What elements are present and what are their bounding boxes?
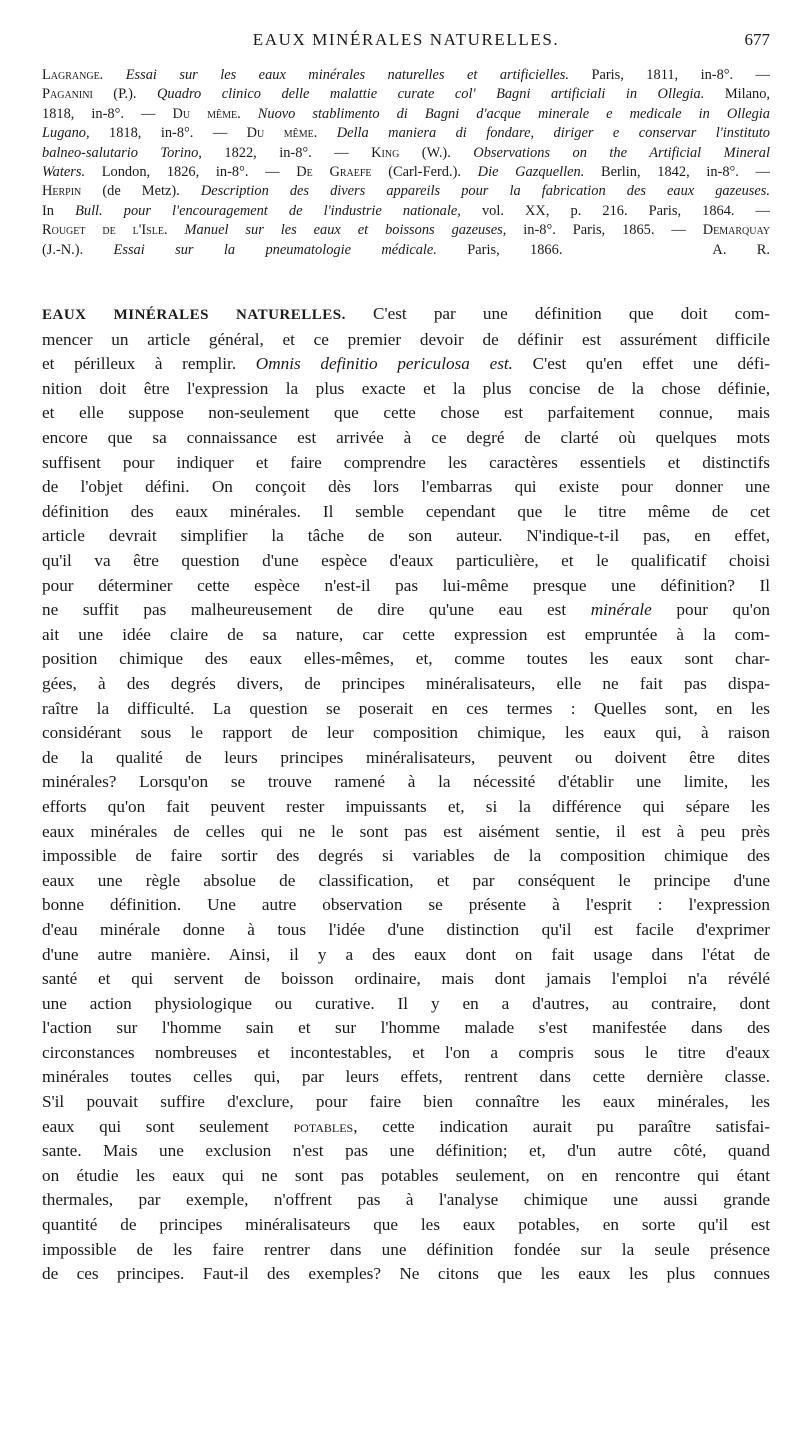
small-caps-text: potables: [293, 1116, 354, 1136]
article-line: [42, 377, 770, 402]
text-run: de la qualité de leurs principes minéralisateurs, peuvent ou doivent être dites: [42, 747, 770, 767]
text-run: (W.).: [399, 144, 474, 161]
author-signature: A. R.: [712, 241, 770, 258]
article-line: [42, 1164, 770, 1189]
italic-text: Description des divers appareils pour la fabrication des eaux gazeuses.: [200, 183, 770, 200]
article-line: [42, 893, 770, 918]
article-line: [42, 623, 770, 648]
text-run: pour qu'on: [651, 600, 770, 620]
text-run: in-8°. Paris, 1865. —: [506, 222, 703, 239]
text-run: impossible de faire sortir des degrés si variables de la composition chimique des: [42, 846, 770, 866]
text-run: Paris, 1811, in-8°. —: [569, 67, 770, 83]
article-line: [42, 328, 770, 353]
small-caps-text: Rouget de l'Isle.: [42, 222, 168, 239]
bibliography-line: [42, 241, 770, 260]
bibliography-line: [42, 144, 770, 163]
bibliography-line: [42, 124, 770, 143]
italic-text: Observations on the Artificial Mineral: [473, 144, 770, 161]
article-line: [42, 401, 770, 426]
article-line: [42, 1065, 770, 1090]
text-run: gées, à des degrés divers, de principes minéralisateurs, elle ne fait pas dispa-: [42, 673, 770, 693]
text-run: S'il pouvait suffire d'exclure, pour faire bien connaître les eaux minérales, les: [42, 1092, 770, 1112]
bibliography-line: [42, 163, 770, 182]
article-line: [42, 1262, 770, 1287]
text-run: considérant sous le rapport de leur composition chimique, les eaux qui, à raison: [42, 723, 770, 743]
text-run: [168, 222, 185, 238]
article-line: [42, 574, 770, 599]
italic-text: Waters.: [42, 164, 86, 181]
text-run: 1822, in-8°. —: [201, 144, 372, 161]
small-caps-text: Du même.: [246, 125, 318, 142]
article-line: [42, 1238, 770, 1263]
italic-text: Della maniera di fondare, diriger e conservar l'instituto: [336, 125, 770, 142]
bibliography-line: [42, 66, 770, 85]
text-run: et périlleux à remplir.: [42, 354, 256, 374]
bibliography-line: [42, 85, 770, 104]
text-run: de ces principes. Faut-il des exemples? Ne citons que les eaux les plus connues: [42, 1264, 770, 1284]
article-line: [42, 967, 770, 992]
text-run: (de Metz).: [81, 183, 201, 200]
small-caps-text: Du même.: [172, 105, 241, 122]
italic-text: Essai sur la pneumatologie médicale.: [113, 241, 437, 258]
text-run: minérales? Lorsqu'on se trouve ramené à la nécessité d'établir une limite, les: [42, 772, 770, 792]
text-run: d'une autre manière. Ainsi, il y a des eaux dont on fait usage dans l'état de: [42, 944, 770, 964]
article-line: [42, 1016, 770, 1041]
text-run: 1818, in-8°. —: [89, 125, 247, 142]
text-run: 1818, in-8°. —: [42, 105, 173, 122]
article-line: [42, 795, 770, 820]
article-line: [42, 524, 770, 549]
article-line: [42, 1188, 770, 1213]
text-run: minérales toutes celles qui, par leurs effets, rentrent dans cette dernière classe.: [42, 1067, 770, 1087]
article-line: [42, 549, 770, 574]
article-line: [42, 770, 770, 795]
text-run: ait une idée claire de sa nature, car cette expression est empruntée à la com-: [42, 624, 770, 644]
bibliography-block: [42, 66, 770, 260]
bibliography-line: [42, 105, 770, 124]
article-line: [42, 992, 770, 1017]
bibliography-line: [42, 221, 770, 240]
italic-text: Lugano,: [42, 125, 90, 142]
text-run: pour déterminer cette espèce n'est-il pas lui-même presque une définition? Il: [42, 575, 770, 595]
article-line: [42, 721, 770, 746]
italic-text: balneo-salutario Torino,: [42, 144, 202, 161]
text-run: de l'objet défini. On conçoit dès lors l'embarras qui existe pour donner une: [42, 477, 770, 497]
running-head: [42, 30, 770, 60]
small-caps-text: Lagrange.: [42, 67, 104, 83]
text-run: eaux qui sont seulement: [42, 1116, 294, 1136]
text-run: London, 1826, in-8°. —: [85, 164, 297, 181]
text-run: [317, 125, 336, 141]
text-run: efforts qu'on fait peuvent rester impuissants et, si la différence qui sépare les: [42, 796, 770, 816]
italic-text: Nuovo stablimento di Bagni d'acque minerale e medicale in Ollegia: [257, 105, 770, 122]
article-line: [42, 1090, 770, 1115]
text-run: d'eau minérale donne à tous l'idée d'une distinction qu'il est facile d'exprimer: [42, 919, 770, 939]
italic-text: Manuel sur les eaux et boissons gazeuses,: [184, 222, 507, 239]
article-line: [42, 844, 770, 869]
article-line: [42, 500, 770, 525]
text-run: article devrait simplifier la tâche de son auteur. N'indique-t-il pas, en effet,: [42, 526, 770, 546]
running-title: EAUX MINÉRALES NATURELLES.: [252, 30, 560, 49]
text-run: on étudie les eaux qui ne sont pas potables seulement, on en rencontre qui étant: [42, 1165, 770, 1185]
small-caps-text: Demarquay: [702, 222, 770, 239]
article-line: [42, 746, 770, 771]
text-run: sante. Mais une exclusion n'est pas une définition; et, d'un autre côté, quand: [42, 1141, 770, 1161]
article-line: [42, 1115, 770, 1140]
article-line: [42, 943, 770, 968]
text-run: quantité de principes minéralisateurs que les eaux potables, en sorte qu'il est: [42, 1215, 770, 1235]
small-caps-text: Herpin: [42, 183, 82, 200]
text-run: bonne définition. Une autre observation se présente à l'esprit : l'expression: [42, 895, 770, 915]
small-caps-text: Paganini: [42, 86, 93, 103]
text-run: [241, 106, 258, 122]
article-headword: EAUX MINÉRALES NATURELLES.: [42, 307, 346, 324]
article-line: [42, 672, 770, 697]
small-caps-text: De Graefe: [296, 164, 372, 181]
article-line: [42, 1213, 770, 1238]
italic-text: minérale: [590, 600, 652, 620]
text-run: vol. XX, p. 216. Paris, 1864. —: [460, 202, 770, 219]
text-run: raître la difficulté. La question se poserait en ces termes : Quelles sont, en les: [42, 698, 770, 718]
article-line: [42, 1139, 770, 1164]
text-run: une action physiologique ou curative. Il y en a d'autres, au contraire, dont: [42, 993, 770, 1013]
page-number: 677: [744, 30, 770, 49]
book-page: [42, 0, 770, 1287]
text-run: et elle suppose non-seulement que cette chose est parfaitement connue, mais: [42, 403, 770, 423]
article-line: [42, 697, 770, 722]
text-run: C'est par une définition que doit com-: [345, 304, 770, 324]
article-line: [42, 869, 770, 894]
bibliography-line: [42, 202, 770, 221]
article-line: [42, 426, 770, 451]
article-line: [42, 820, 770, 845]
text-run: eaux minérales de celles qui ne le sont pas est aisément sentie, il est à peu près: [42, 821, 770, 841]
small-caps-text: King: [371, 144, 400, 161]
article-line: [42, 918, 770, 943]
text-run: circonstances nombreuses et incontestables, et l'on a compris sous le titre d'eaux: [42, 1042, 770, 1062]
article-line: [42, 475, 770, 500]
italic-text: Bull. pour l'encouragement de l'industrie nationale,: [75, 202, 461, 219]
text-run: santé et qui servent de boisson ordinaire, mais dont jamais l'emploi n'a révélé: [42, 969, 770, 989]
italic-text: Essai sur les eaux minérales naturelles et artificielles.: [103, 67, 569, 83]
text-run: (Carl-Ferd.).: [371, 164, 478, 181]
text-run: eaux une règle absolue de classification, et par conséquent le principe d'une: [42, 870, 770, 890]
text-run: position chimique des eaux elles-mêmes, et, comme toutes les eaux sont char-: [42, 649, 770, 669]
text-run: l'action sur l'homme sain et sur l'homme malade s'est manifestée dans des: [42, 1018, 770, 1038]
text-run: Milano,: [704, 86, 770, 103]
text-run: C'est qu'en effet une défi-: [512, 354, 770, 374]
italic-text: Die Gazquellen.: [477, 164, 585, 181]
text-run: thermales, par exemple, n'offrent pas à l'analyse chimique une aussi grande: [42, 1190, 770, 1210]
article-line: [42, 302, 770, 328]
text-run: suffisent pour indiquer et faire comprendre les caractères essentiels et distinctifs: [42, 452, 770, 472]
text-run: définition des eaux minérales. Il semble cependant que le titre même de cet: [42, 501, 770, 521]
text-run: Berlin, 1842, in-8°. —: [584, 164, 770, 181]
article-line: [42, 1041, 770, 1066]
text-run: , cette indication aurait pu paraître satisfai-: [353, 1116, 770, 1136]
text-run: ne suffit pas malheureusement de dire qu'une eau est: [42, 600, 591, 620]
text-run: mencer un article général, et ce premier devoir de définir est assurément difficile: [42, 329, 770, 349]
article-body: [42, 302, 770, 1287]
text-run: Paris, 1866.: [436, 241, 563, 258]
article-line: [42, 352, 770, 377]
italic-text: Quadro clinico delle malattie curate col' Bagni artificiali in Ollegia.: [157, 86, 705, 103]
italic-text: Omnis definitio periculosa est.: [255, 354, 513, 374]
text-run: (P.).: [92, 86, 158, 103]
text-run: In: [42, 202, 76, 219]
text-run: nition doit être l'expression la plus exacte et la plus concise de la chose définie,: [42, 378, 770, 398]
article-line: [42, 598, 770, 623]
text-run: (J.-N.).: [42, 241, 114, 258]
bibliography-line: [42, 182, 770, 201]
text-run: impossible de les faire rentrer dans une définition fondée sur la seule présence: [42, 1239, 770, 1259]
article-line: [42, 451, 770, 476]
text-run: qu'il va être question d'une espèce d'eaux particulière, et le qualificatif choisi: [42, 551, 770, 570]
text-run: encore que sa connaissance est arrivée à ce degré de clarté où quelques mots: [42, 428, 770, 448]
article-line: [42, 647, 770, 672]
